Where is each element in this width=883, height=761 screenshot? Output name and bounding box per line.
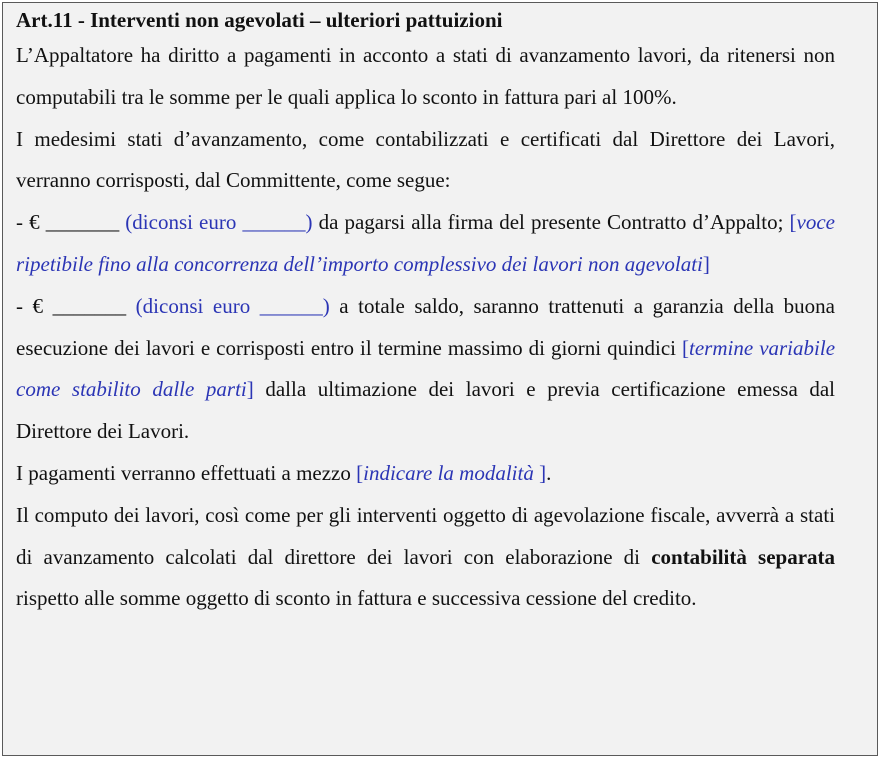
close-bracket: ] — [702, 251, 710, 276]
paragraph-final-balance — [16, 286, 835, 453]
open-bracket: [ — [356, 460, 364, 485]
payment-method-text: I pagamenti verranno effettuati a mezzo — [16, 460, 357, 485]
amount-in-words-placeholder: (diconsi euro ______) — [125, 210, 313, 235]
paragraph-first-installment — [16, 202, 835, 286]
paragraph-payment-method — [16, 453, 835, 495]
open-bracket: [ — [789, 210, 797, 235]
balance-suffix-text: dalla ultimazione dei lavori e previa certificazione emessa dal Direttore dei Lavori. — [16, 377, 836, 444]
accounting-suffix-text: rispetto alle somme oggetto di sconto in fattura e successiva cessione del credito. — [16, 586, 697, 611]
accounting-text: Il computo dei lavori, così come per gli interventi oggetto di agevolazione fiscale, avverrà a stati di avanzamento calcolati dal direttore dei lavori con elaborazione di — [16, 502, 835, 569]
amount-placeholder: - € _______ — [16, 293, 136, 318]
paragraph-payment-terms: I medesimi stati d’avanzamento, come contabilizzati e certificati dal Direttore dei Lavori, verranno corrisposti, dal Committente, come segue: — [16, 126, 835, 193]
period: . — [546, 460, 552, 485]
amount-in-words-placeholder: (diconsi euro ______) — [135, 293, 330, 318]
article-title: Art.11 - Interventi non agevolati – ulteriori pattuizioni — [16, 8, 503, 32]
open-bracket: [ — [682, 335, 690, 360]
paragraph-separate-accounting — [16, 495, 835, 620]
term-variable-note: termine variabile come stabilito dalle parti — [16, 335, 836, 402]
article-box — [2, 2, 878, 756]
amount-placeholder: - € _______ — [16, 210, 126, 235]
separate-accounting-bold: contabilità separata — [651, 544, 836, 569]
paragraph-advance-payments: L’Appaltatore ha diritto a pagamenti in acconto a stati di avanzamento lavori, da ritenersi non computabili tra le somme per le quali applica lo sconto in fattura pari al 100%. — [16, 43, 835, 109]
payment-method-note: indicare la modalità — [363, 460, 534, 485]
close-bracket: ] — [246, 377, 254, 402]
balance-text: a totale saldo, saranno trattenuti a garanzia della buona esecuzione dei lavori e corrisposti entro il termine massimo di giorni quindici — [16, 293, 835, 360]
installment-text: da pagarsi alla firma del presente Contratto d’Appalto; — [312, 210, 790, 235]
close-bracket: ] — [533, 460, 547, 485]
repeatable-note: voce ripetibile fino alla concorrenza dell’importo complessivo dei lavori non agevolati — [16, 210, 835, 276]
